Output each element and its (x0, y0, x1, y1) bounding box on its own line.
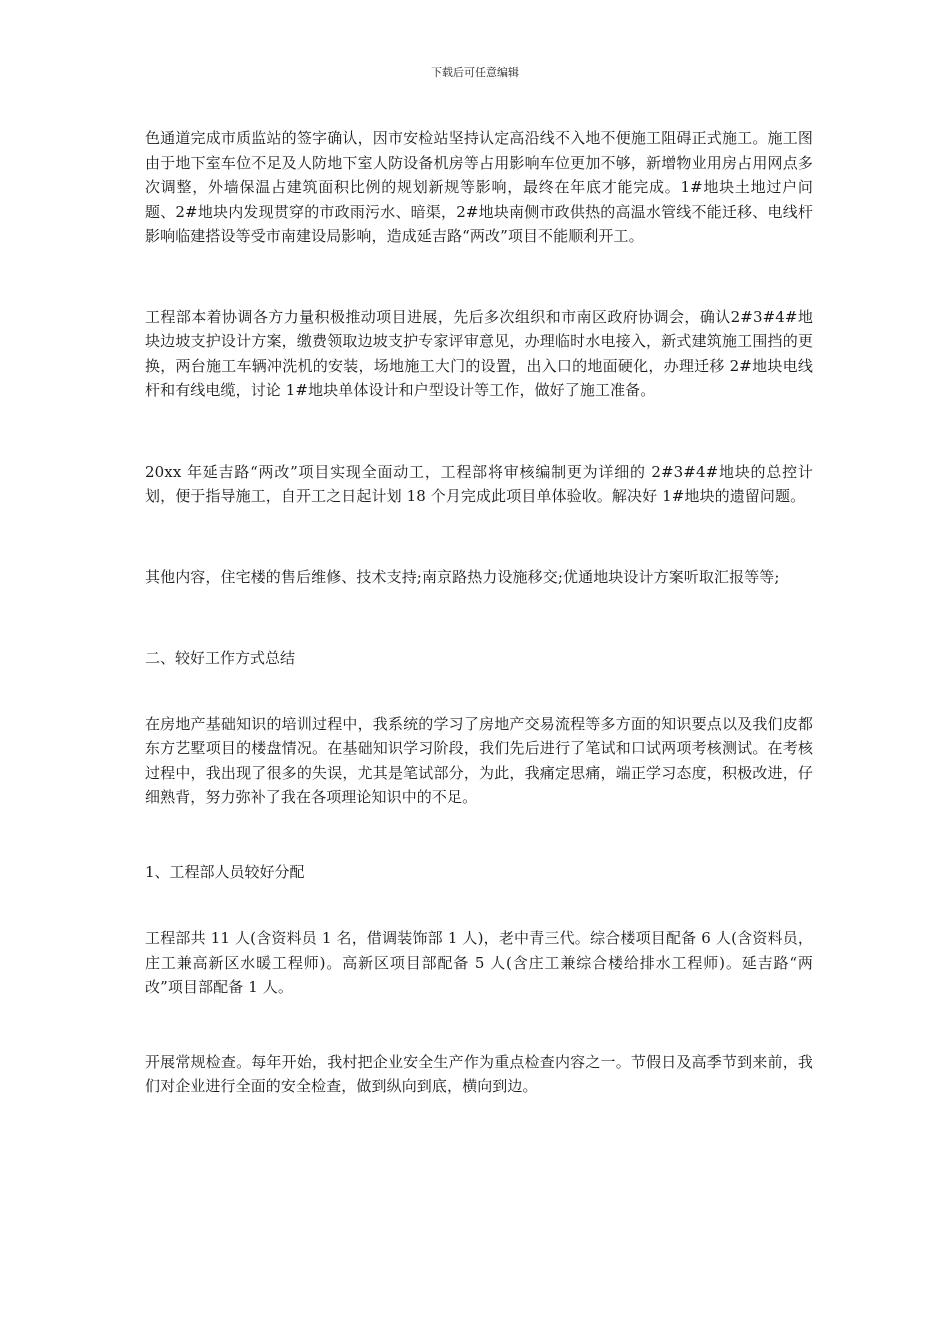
paragraph-3: 20xx 年延吉路“两改”项目实现全面动工，工程部将审核编制更为详细的 2#3#4#地块的总控计划，便于指导施工，自开工之日起计划 18 个月完成此项目单体验收。解决好 1#地块的遗留问题。 (145, 462, 813, 505)
paragraph-2: 工程部本着协调各方力量积极推动项目进展，先后多次组织和市南区政府协调会，确认2#3#4#地块边坡支护设计方案，缴费领取边坡支护专家评审意见，办理临时水电接入，新式建筑施工围挡的更换，两台施工车辆冲洗机的安装，场地施工大门的设置，出入口的地面硬化，办理迁移 2#地块电线杆和有线电缆，讨论 1#地块单体设计和户型设计等工作，做好了施工准备。 (145, 307, 813, 399)
paragraph-7: 开展常规检查。每年开始，我村把企业安全生产作为重点检查内容之一。节假日及高季节到来前，我们对企业进行全面的安全检查，做到纵向到底，横向到边。 (145, 1052, 813, 1095)
subsection-heading-1: 1、工程部人员较好分配 (145, 862, 305, 881)
paragraph-6: 工程部共 11 人(含资料员 1 名，借调装饰部 1 人)，老中青三代。综合楼项目配备 6 人(含资料员，庄工兼高新区水暖工程师)。高新区项目部配备 5 人(含庄工兼综合楼给排水工程师)。延吉路“两改”项目部配备 1 人。 (145, 929, 813, 996)
paragraph-1: 色通道完成市质监站的签字确认，因市安检站坚持认定高沿线不入地不便施工阻碍正式施工。施工图由于地下室车位不足及人防地下室人防设备机房等占用影响车位更加不够，新增物业用房占用网点多次调整，外墙保温占建筑面积比例的规划新规等影响，最终在年底才能完成。1#地块土地过户问题、2#地块内发现贯穿的市政雨污水、暗渠，2#地块南侧市政供热的高温水管线不能迁移、电线杆影响临建搭设等受市南建设局影响，造成延吉路“两改”项目不能顺利开工。 (145, 129, 813, 245)
paragraph-4: 其他内容，住宅楼的售后维修、技术支持;南京路热力设施移交;优通地块设计方案听取汇报等等; (145, 567, 780, 586)
page-header: 下载后可任意编辑 (431, 66, 519, 79)
section-heading-2: 二、较好工作方式总结 (145, 649, 296, 667)
document-body (145, 120, 813, 1099)
paragraph-5: 在房地产基础知识的培训过程中，我系统的学习了房地产交易流程等多方面的知识要点以及我们皮都东方艺墅项目的楼盘情况。在基础知识学习阶段，我们先后进行了笔试和口试两项考核测试。在考核过程中，我出现了很多的失误，尤其是笔试部分，为此，我痛定思痛，端正学习态度，积极改进，仔细熟背，努力弥补了我在各项理论知识中的不足。 (145, 714, 813, 806)
